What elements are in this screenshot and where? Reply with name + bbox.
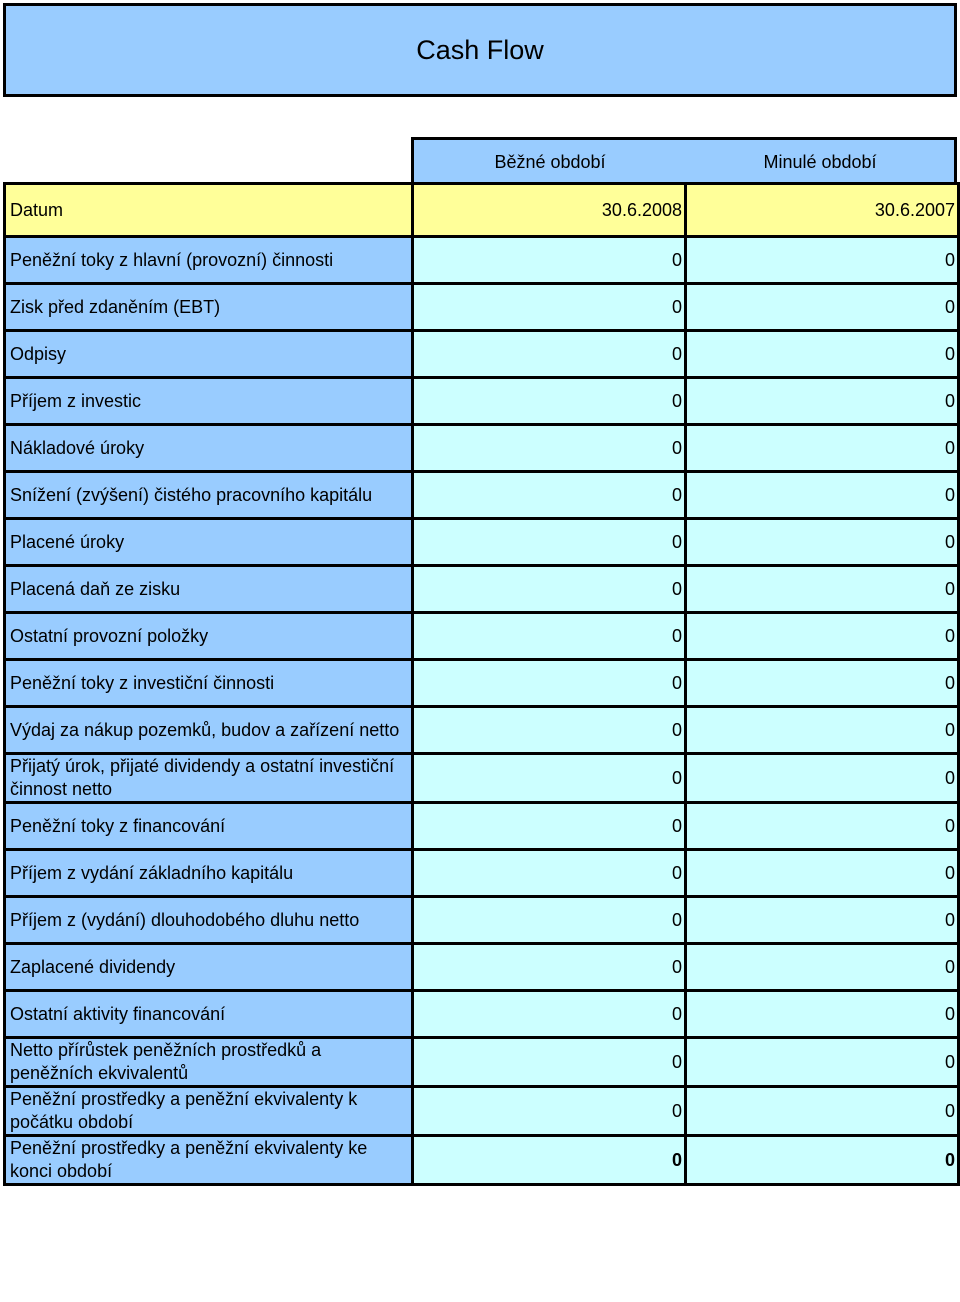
table-row [5, 850, 959, 897]
table-row [5, 519, 959, 566]
row-value-current: 0 [413, 237, 686, 284]
row-value-current: 0 [413, 944, 686, 991]
row-value-previous: 0 [686, 237, 959, 284]
row-value-current: 0 [413, 991, 686, 1038]
table-row [5, 991, 959, 1038]
table-row [5, 803, 959, 850]
column-header-previous-period: Minulé období [686, 137, 957, 185]
row-value-previous: 0 [686, 944, 959, 991]
row-label: Ostatní provozní položky [5, 613, 413, 660]
row-label: Zisk před zdaněním (EBT) [5, 284, 413, 331]
table-row [5, 566, 959, 613]
row-label: Peněžní toky z financování [5, 803, 413, 850]
row-label: Netto přírůstek peněžních prostředků a peněžních ekvivalentů [5, 1038, 413, 1087]
row-label: Příjem z vydání základního kapitálu [5, 850, 413, 897]
row-label: Nákladové úroky [5, 425, 413, 472]
row-value-previous: 0 [686, 850, 959, 897]
row-value-current: 0 [413, 566, 686, 613]
row-value-previous: 0 [686, 519, 959, 566]
row-value-previous: 0 [686, 754, 959, 803]
row-value-previous: 0 [686, 991, 959, 1038]
table-row [5, 660, 959, 707]
table-row [5, 613, 959, 660]
row-label: Peněžní toky z hlavní (provozní) činnosti [5, 237, 413, 284]
row-value-previous: 0 [686, 425, 959, 472]
row-label: Příjem z (vydání) dlouhodobého dluhu netto [5, 897, 413, 944]
row-value-previous: 0 [686, 660, 959, 707]
row-label: Ostatní aktivity financování [5, 991, 413, 1038]
table-row [5, 1087, 959, 1136]
row-label: Peněžní prostředky a peněžní ekvivalenty k počátku období [5, 1087, 413, 1136]
table-row [5, 472, 959, 519]
row-value-current: 0 [413, 472, 686, 519]
row-value-current: 0 [413, 660, 686, 707]
row-value-previous: 0 [686, 707, 959, 754]
row-value-current: 0 [413, 897, 686, 944]
row-label: Placené úroky [5, 519, 413, 566]
cash-flow-table [3, 182, 960, 1186]
row-value-current: 0 [413, 850, 686, 897]
table-row [5, 1038, 959, 1087]
row-value-previous: 0 [686, 284, 959, 331]
table-row [5, 1136, 959, 1185]
row-value-current: 0 [413, 707, 686, 754]
row-value-current: 0 [413, 425, 686, 472]
row-value-previous: 0 [686, 1136, 959, 1185]
row-label: Přijatý úrok, přijaté dividendy a ostatní investiční činnost netto [5, 754, 413, 803]
row-value-previous: 0 [686, 1087, 959, 1136]
table-row [5, 944, 959, 991]
row-value-current: 0 [413, 284, 686, 331]
table-row [5, 707, 959, 754]
date-label: Datum [5, 184, 413, 237]
table-row [5, 378, 959, 425]
row-value-current: 0 [413, 754, 686, 803]
table-row [5, 237, 959, 284]
row-value-previous: 0 [686, 472, 959, 519]
row-value-previous: 0 [686, 566, 959, 613]
row-label: Příjem z investic [5, 378, 413, 425]
row-value-previous: 0 [686, 378, 959, 425]
row-value-previous: 0 [686, 897, 959, 944]
row-value-current: 0 [413, 1038, 686, 1087]
table-row [5, 897, 959, 944]
table-row [5, 425, 959, 472]
row-value-current: 0 [413, 519, 686, 566]
date-current: 30.6.2008 [413, 184, 686, 237]
row-value-current: 0 [413, 378, 686, 425]
row-label: Placená daň ze zisku [5, 566, 413, 613]
page-title: Cash Flow [3, 3, 957, 97]
date-previous: 30.6.2007 [686, 184, 959, 237]
row-value-current: 0 [413, 1087, 686, 1136]
row-value-previous: 0 [686, 1038, 959, 1087]
table-row [5, 331, 959, 378]
row-label: Odpisy [5, 331, 413, 378]
row-label: Výdaj za nákup pozemků, budov a zařízení netto [5, 707, 413, 754]
row-value-current: 0 [413, 613, 686, 660]
row-value-current: 0 [413, 331, 686, 378]
row-label: Peněžní prostředky a peněžní ekvivalenty ke konci období [5, 1136, 413, 1185]
row-label: Zaplacené dividendy [5, 944, 413, 991]
date-row [5, 184, 959, 237]
row-label: Snížení (zvýšení) čistého pracovního kapitálu [5, 472, 413, 519]
table-row [5, 754, 959, 803]
row-label: Peněžní toky z investiční činnosti [5, 660, 413, 707]
row-value-previous: 0 [686, 803, 959, 850]
row-value-previous: 0 [686, 331, 959, 378]
row-value-previous: 0 [686, 613, 959, 660]
row-value-current: 0 [413, 1136, 686, 1185]
column-header-current-period: Běžné období [411, 137, 689, 185]
table-row [5, 284, 959, 331]
row-value-current: 0 [413, 803, 686, 850]
